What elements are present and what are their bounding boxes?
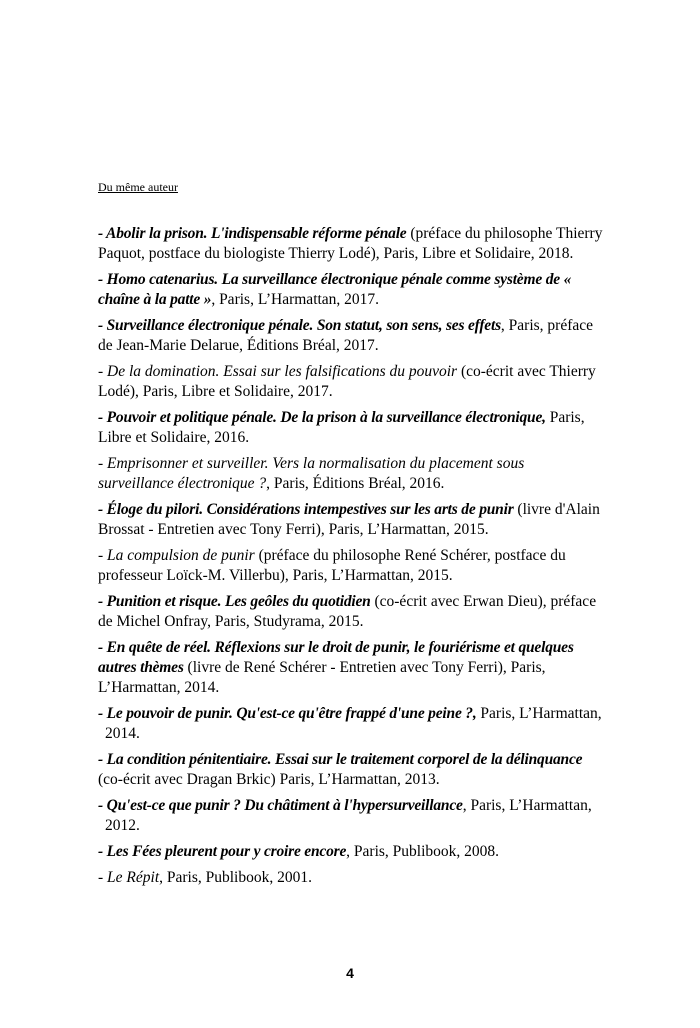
entry-title: - Éloge du pilori. Considérations intempestives sur les arts de punir (98, 501, 514, 518)
entry-title: - Le pouvoir de punir. Qu'est-ce qu'être frappé d'une peine ?, (98, 705, 477, 722)
bibliography-entry (98, 224, 603, 264)
entry-details: , Paris, Publibook, 2008. (346, 843, 500, 860)
entry-details: (co-écrit avec Thierry Lodé), Paris, Libre et Solidaire, 2017. (98, 363, 596, 400)
bibliography-entry (98, 796, 603, 836)
entry-details: , Paris, L’Harmattan, 2017. (211, 291, 380, 308)
bibliography-entry (98, 750, 603, 790)
entry-details: (co-écrit avec Erwan Dieu), préface de Michel Onfray, Paris, Studyrama, 2015. (98, 593, 597, 630)
bibliography-entry (98, 408, 603, 448)
entry-details: (co-écrit avec Dragan Brkic) Paris, L’Harmattan, 2013. (98, 771, 440, 788)
entry-details: (livre d'Alain Brossat - Entretien avec Tony Ferri), Paris, L’Harmattan, 2015. (98, 501, 600, 538)
entry-details: (livre de René Schérer - Entretien avec Tony Ferri), Paris, L’Harmattan, 2014. (98, 659, 546, 696)
bibliography-entry (98, 868, 603, 888)
entry-title: - Abolir la prison. L'indispensable réforme pénale (98, 225, 407, 242)
bibliography-entry (98, 704, 603, 744)
entry-title: - Qu'est-ce que punir ? Du châtiment à l'hypersurveillance (98, 797, 463, 814)
bibliography-entry (98, 500, 603, 540)
bibliography-entry (98, 316, 603, 356)
bibliography-entry (98, 270, 603, 310)
entry-details: Paris, L’Harmattan, 2014. (105, 705, 602, 742)
entry-title: - La condition pénitentiaire. Essai sur le traitement corporel de la délinquance (98, 751, 583, 768)
bibliography-entry (98, 592, 603, 632)
entry-title: - En quête de réel. Réflexions sur le droit de punir, le fouriérisme et quelques autres thèmes (98, 639, 574, 676)
section-heading: Du même auteur (98, 180, 178, 194)
bibliography-entry (98, 454, 603, 494)
entry-title: - Emprisonner et surveiller. Vers la normalisation du placement sous surveillance électronique ? (98, 455, 525, 492)
entry-title: - Les Fées pleurent pour y croire encore (98, 843, 347, 860)
entry-details: , Paris, L’Harmattan, 2012. (105, 797, 592, 834)
page-number: 4 (346, 965, 354, 981)
bibliography-entry (98, 638, 603, 698)
entry-details: , Paris, préface de Jean-Marie Delarue, Éditions Bréal, 2017. (98, 317, 593, 354)
entry-title: - La compulsion de punir (98, 547, 255, 564)
entry-title: - Surveillance électronique pénale. Son statut, son sens, ses effets (98, 317, 501, 334)
bibliography-list (98, 224, 603, 894)
entry-details: Paris, Libre et Solidaire, 2016. (98, 409, 585, 446)
entry-details: , Paris, Éditions Bréal, 2016. (266, 475, 445, 492)
entry-details: , Paris, Publibook, 2001. (159, 869, 312, 886)
entry-title: - Punition et risque. Les geôles du quotidien (98, 593, 371, 610)
bibliography-entry (98, 546, 603, 586)
entry-title: - Pouvoir et politique pénale. De la prison à la surveillance électronique, (98, 409, 546, 426)
bibliography-entry (98, 362, 603, 402)
bibliography-entry (98, 842, 603, 862)
entry-details: (préface du philosophe Thierry Paquot, postface du biologiste Thierry Lodé), Paris, Libre et Solidaire, 2018. (98, 225, 603, 262)
entry-title: - Le Répit (98, 869, 160, 886)
entry-title: - Homo catenarius. La surveillance électronique pénale comme système de « chaîne à la patte » (98, 271, 572, 308)
entry-title: - De la domination. Essai sur les falsifications du pouvoir (98, 363, 458, 380)
entry-details: (préface du philosophe René Schérer, postface du professeur Loïck-M. Villerbu), Paris, L’Harmattan, 2015. (98, 547, 566, 584)
